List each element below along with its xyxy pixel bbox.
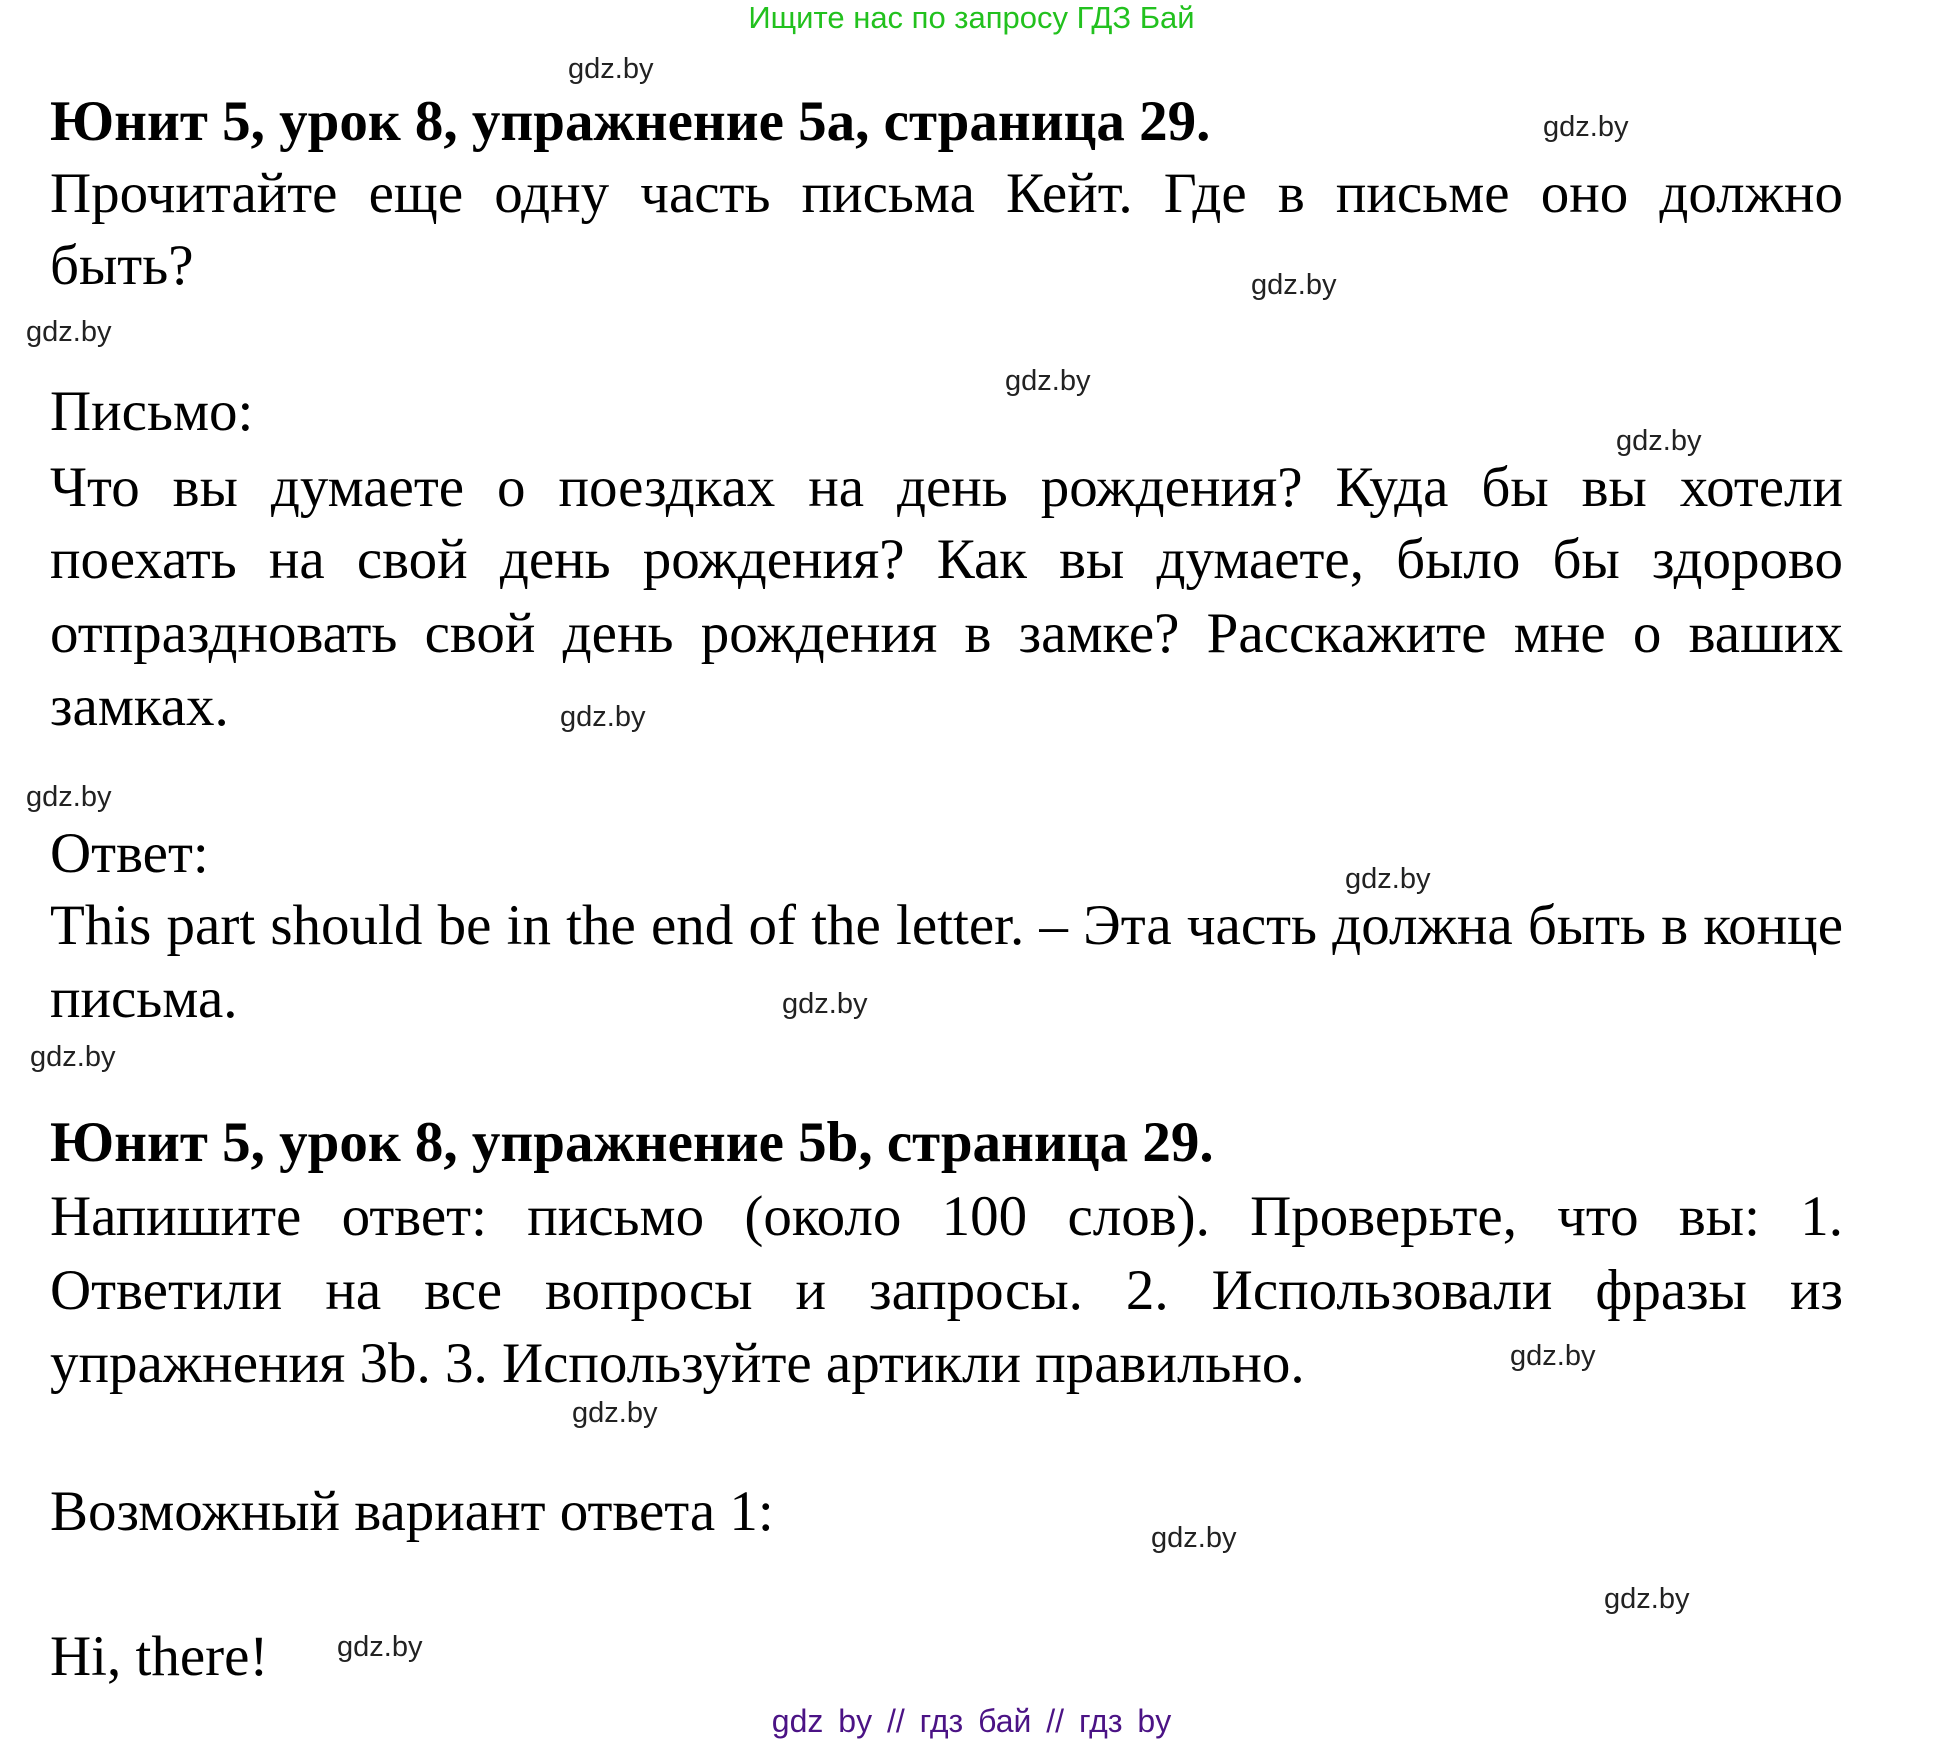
watermark: gdz.by: [1510, 1340, 1596, 1372]
task-line: быть?: [50, 234, 194, 297]
watermark: gdz.by: [782, 988, 868, 1020]
watermark: gdz.by: [560, 701, 646, 733]
exercise-5a-title: Юнит 5, урок 8, упражнение 5а, страница 29.: [50, 90, 1211, 153]
watermark: gdz.by: [1151, 1522, 1237, 1554]
watermark: gdz.by: [572, 1397, 658, 1429]
watermark: gdz.by: [1616, 425, 1702, 457]
letter-label: Письмо:: [50, 380, 254, 443]
letter-line: замках.: [50, 675, 229, 738]
watermark: gdz.by: [568, 53, 654, 85]
letter-line: поехать на свой день рождения? Как вы думаете, было бы здорово: [50, 528, 1843, 591]
search-notice: Ищите нас по запросу ГДЗ Бай: [748, 0, 1195, 35]
letter-line: отпраздновать свой день рождения в замке? Расскажите мне о ваших: [50, 602, 1843, 665]
answer-label: Ответ:: [50, 822, 209, 885]
watermark: gdz.by: [1604, 1583, 1690, 1615]
watermark: gdz.by: [1251, 269, 1337, 301]
task-line: Ответили на все вопросы и запросы. 2. Использовали фразы из: [50, 1259, 1843, 1322]
answer-line: This part should be in the end of the letter. – Эта часть должна быть в конце: [50, 894, 1843, 957]
watermark: gdz.by: [1345, 863, 1431, 895]
watermark: gdz.by: [337, 1631, 423, 1663]
letter-line: Что вы думаете о поездках на день рождения? Куда бы вы хотели: [50, 456, 1843, 519]
greeting: Hi, there!: [50, 1625, 269, 1688]
watermark: gdz.by: [30, 1041, 116, 1073]
watermark: gdz.by: [26, 316, 112, 348]
task-line: Прочитайте еще одну часть письма Кейт. Где в письме оно должно: [50, 162, 1843, 225]
watermark: gdz.by: [1543, 111, 1629, 143]
watermark: gdz.by: [26, 781, 112, 813]
answer-line: письма.: [50, 967, 238, 1030]
footer-links: gdz by // гдз бай // гдз by: [771, 1703, 1172, 1739]
task-line: упражнения 3b. 3. Используйте артикли правильно.: [50, 1332, 1305, 1395]
watermark: gdz.by: [1005, 365, 1091, 397]
task-line: Напишите ответ: письмо (около 100 слов). Проверьте, что вы: 1.: [50, 1185, 1843, 1248]
variant-label: Возможный вариант ответа 1:: [50, 1480, 774, 1543]
exercise-5b-title: Юнит 5, урок 8, упражнение 5b, страница 29.: [50, 1111, 1214, 1174]
